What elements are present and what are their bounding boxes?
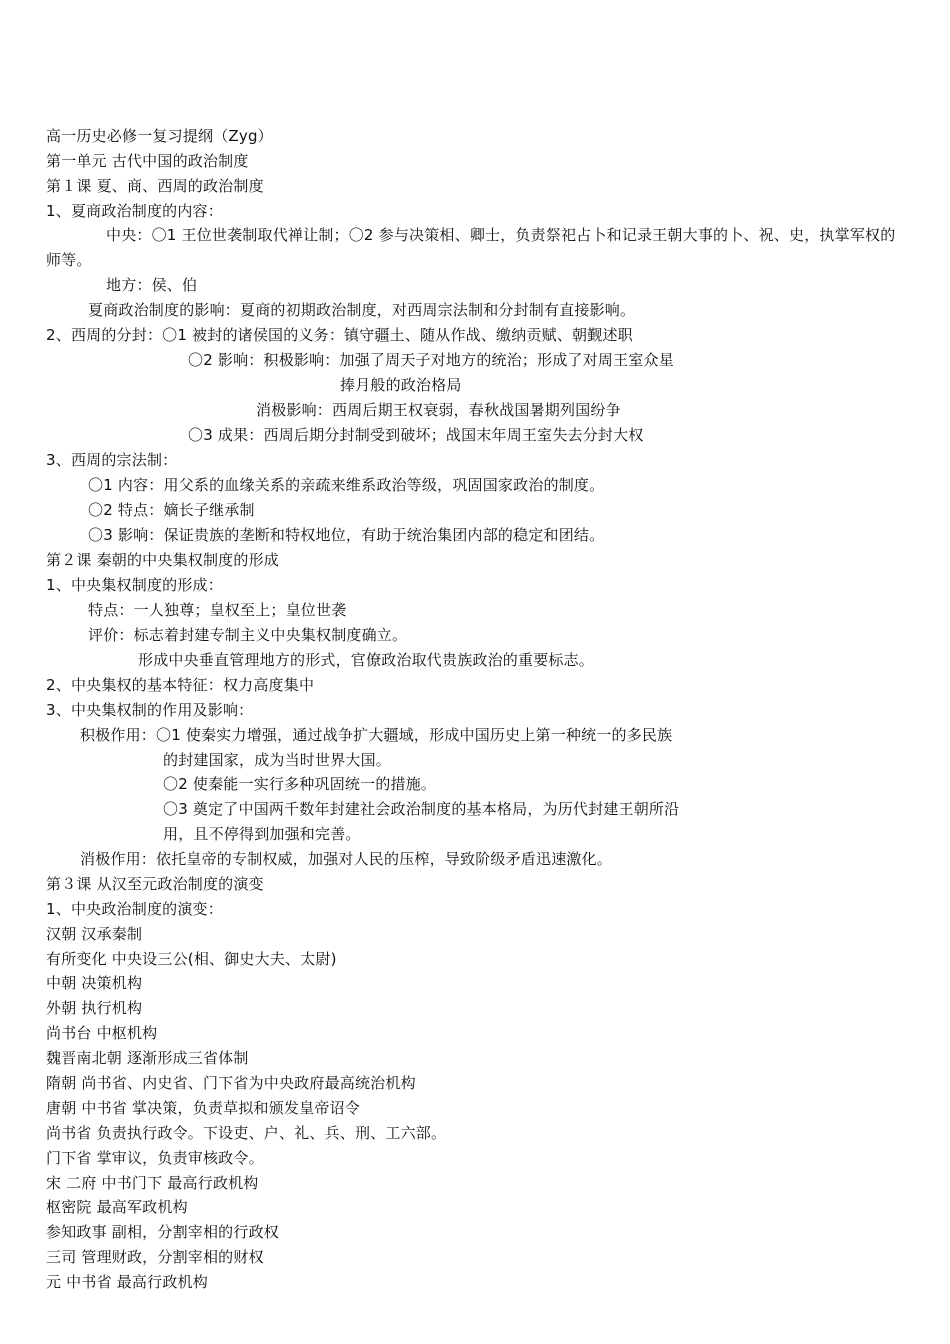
text-paragraph: 中央：〇1 王位世袭制取代禅让制；〇2 参与决策相、卿士，负责祭祀占卜和记录王朝大事的卜、祝、史，执掌军权的师等。 — [46, 226, 896, 269]
lesson-heading-3: 第３课 从汉至元政治制度的演变 — [46, 875, 264, 893]
text-line: 〇3 奠定了中国两千数年封建社会政治制度的基本格局，为历代封建王朝所沿 — [163, 800, 680, 818]
text-line: 〇2 使秦能一实行多种巩固统一的措施。 — [163, 775, 437, 793]
text-line: 有所变化 中央设三公(相、御史大夫、太尉) — [46, 950, 337, 968]
text-line: 宋 二府 中书门下 最高行政机构 — [46, 1174, 259, 1192]
text-line: 2、西周的分封：〇1 被封的诸侯国的义务：镇守疆土、随从作战、缴纳贡赋、朝觐述职 — [46, 326, 633, 344]
text-line: 消极影响：西周后期王权衰弱，春秋战国暑期列国纷争 — [256, 401, 621, 419]
text-line: 3、中央集权制的作用及影响： — [46, 701, 254, 719]
text-line: 三司 管理财政，分割宰相的财权 — [46, 1248, 264, 1266]
text-line: 1、中央集权制度的形成： — [46, 576, 223, 594]
text-line: 中朝 决策机构 — [46, 974, 143, 992]
text-line: 尚书台 中枢机构 — [46, 1024, 158, 1042]
text-line: 〇2 影响：积极影响：加强了周天子对地方的统治；形成了对周王室众星 — [188, 351, 674, 369]
unit-heading: 第一单元 古代中国的政治制度 — [46, 152, 249, 170]
lesson-heading-1: 第１课 夏、商、西周的政治制度 — [46, 177, 264, 195]
text-line: 评价：标志着封建专制主义中央集权制度确立。 — [88, 626, 408, 644]
text-line: 尚书省 负责执行政令。下设吏、户、礼、兵、刑、工六部。 — [46, 1124, 447, 1142]
text-line: 夏商政治制度的影响：夏商的初期政治制度，对西周宗法制和分封制有直接影响。 — [88, 301, 636, 319]
text-line: 用，且不停得到加强和完善。 — [163, 825, 361, 843]
text-line: 枢密院 最高军政机构 — [46, 1198, 188, 1216]
text-line: 的封建国家，成为当时世界大国。 — [163, 751, 392, 769]
text-line: 唐朝 中书省 掌决策，负责草拟和颁发皇帝诏令 — [46, 1099, 360, 1117]
text-line: 汉朝 汉承秦制 — [46, 925, 143, 943]
text-line: 1、夏商政治制度的内容： — [46, 202, 223, 220]
text-line: 捧月般的政治格局 — [340, 376, 462, 394]
text-line: 门下省 掌审议，负责审核政令。 — [46, 1149, 264, 1167]
text-line: 地方：侯、伯 — [106, 276, 198, 294]
text-line: 〇3 成果：西周后期分封制受到破坏；战国末年周王室失去分封大权 — [188, 426, 644, 444]
text-line: 〇2 特点：嫡长子继承制 — [88, 501, 255, 519]
text-line: 特点：一人独尊；皇权至上；皇位世袭 — [88, 601, 347, 619]
text-line: 3、西周的宗法制： — [46, 451, 178, 469]
text-line: 2、中央集权的基本特征：权力高度集中 — [46, 676, 315, 694]
text-line: 1、中央政治制度的演变： — [46, 900, 223, 918]
text-line: 魏晋南北朝 逐渐形成三省体制 — [46, 1049, 249, 1067]
text-line: 隋朝 尚书省、内史省、门下省为中央政府最高统治机构 — [46, 1074, 416, 1092]
text-line: 〇1 内容：用父系的血缘关系的亲疏来维系政治等级，巩固国家政治的制度。 — [88, 476, 605, 494]
doc-title: 高一历史必修一复习提纲（Zyg） — [46, 127, 273, 145]
text-line: 形成中央垂直管理地方的形式，官僚政治取代贵族政治的重要标志。 — [138, 651, 595, 669]
text-line: 元 中书省 最高行政机构 — [46, 1273, 208, 1291]
text-line: 〇3 影响：保证贵族的垄断和特权地位，有助于统治集团内部的稳定和团结。 — [88, 526, 605, 544]
text-line: 积极作用：〇1 使秦实力增强，通过战争扩大疆域，形成中国历史上第一种统一的多民族 — [80, 726, 673, 744]
text-line: 参知政事 副相，分割宰相的行政权 — [46, 1223, 279, 1241]
text-line: 消极作用：依托皇帝的专制权威，加强对人民的压榨，导致阶级矛盾迅速激化。 — [80, 850, 613, 868]
text-line: 外朝 执行机构 — [46, 999, 143, 1017]
lesson-heading-2: 第２课 秦朝的中央集权制度的形成 — [46, 551, 279, 569]
